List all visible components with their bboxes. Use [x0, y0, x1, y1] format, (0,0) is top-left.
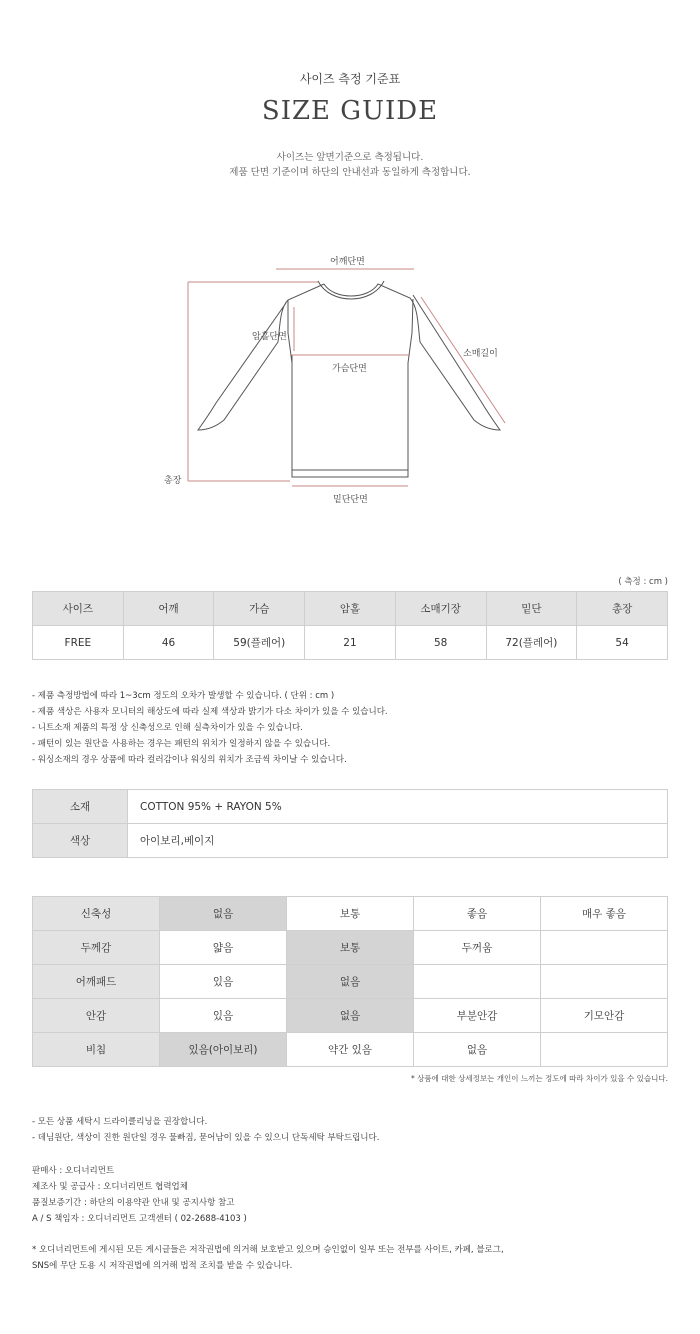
table-row	[33, 1033, 668, 1067]
table-row	[33, 931, 668, 965]
table-row	[33, 965, 668, 999]
property-table	[32, 896, 668, 1067]
description-line: 제품 단면 기준이며 하단의 안내선과 동일하게 측정합니다.	[229, 167, 471, 178]
size-table-header: 어깨	[123, 592, 214, 626]
property-cell: 보통	[287, 931, 414, 965]
size-cell: 46	[123, 626, 214, 660]
size-table-header: 총장	[577, 592, 668, 626]
table-row	[33, 626, 668, 660]
guide-description	[0, 150, 700, 180]
table-row	[33, 999, 668, 1033]
note-line: - 패턴이 있는 원단을 사용하는 경우는 패턴의 위치가 일정하지 않을 수 있습니다.	[32, 739, 331, 749]
size-cell: 54	[577, 626, 668, 660]
size-cell: 21	[305, 626, 396, 660]
color-value: 아이보리,베이지	[128, 824, 668, 858]
page-title: SIZE GUIDE	[261, 96, 439, 126]
property-cell: 약간 있음	[287, 1033, 414, 1067]
property-cell: 보통	[287, 897, 414, 931]
armhole-label: 암홀단면	[252, 332, 287, 342]
property-cell: 매우 좋음	[541, 897, 668, 931]
table-row	[33, 790, 668, 824]
size-table	[32, 591, 668, 660]
property-cell	[414, 965, 541, 999]
color-label: 색상	[33, 824, 128, 858]
size-cell: 58	[395, 626, 486, 660]
size-table-header: 가슴	[214, 592, 305, 626]
shoulder-label: 어깨단면	[330, 257, 365, 267]
fabric-label: 소재	[33, 790, 128, 824]
property-cell: 기모안감	[541, 999, 668, 1033]
size-table-header: 밑단	[486, 592, 577, 626]
size-diagram	[0, 245, 700, 515]
property-cell: 없음	[287, 999, 414, 1033]
length-label: 총장	[164, 476, 182, 486]
shirt-outline	[198, 281, 500, 477]
chest-label: 가슴단면	[332, 364, 367, 374]
table-row	[33, 897, 668, 931]
property-label: 어깨패드	[33, 965, 160, 999]
property-cell: 좋음	[414, 897, 541, 931]
measurement-notes	[32, 688, 388, 768]
note-line: - 제품 색상은 사용자 모니터의 해상도에 따라 실제 색상과 밝기가 다소 차이가 있을 수 있습니다.	[32, 707, 388, 717]
note-line: - 제품 측정방법에 따라 1~3cm 정도의 오차가 발생할 수 있습니다. ( 단위 : cm )	[32, 691, 335, 701]
company-info	[32, 1163, 247, 1227]
property-cell	[541, 965, 668, 999]
size-table-header: 암홀	[305, 592, 396, 626]
note-line: - 니트소재 제품의 특정 상 신축성으로 인해 실측차이가 있을 수 있습니다.	[32, 723, 303, 733]
description-line: 사이즈는 앞면기준으로 측정됩니다.	[276, 152, 424, 163]
material-table	[32, 789, 668, 858]
as-info: A / S 책임자 : 오디너리먼트 고객센터 ( 02-2688-4103 )	[32, 1214, 247, 1224]
property-label: 비침	[33, 1033, 160, 1067]
care-notes	[32, 1114, 379, 1146]
copyright-line: SNS에 무단 도용 시 저작권법에 의거해 법적 조치를 받을 수 있습니다.	[32, 1261, 293, 1271]
property-cell: 없음	[160, 897, 287, 931]
property-cell: 두꺼움	[414, 931, 541, 965]
property-cell: 부분안감	[414, 999, 541, 1033]
property-note: * 상품에 대한 상세정보는 개인이 느끼는 정도에 따라 차이가 있을 수 있습니다.	[411, 1074, 668, 1083]
property-cell: 없음	[287, 965, 414, 999]
size-cell: 72(플레어)	[486, 626, 577, 660]
size-table-header: 소매기장	[395, 592, 486, 626]
property-cell: 있음(아이보리)	[160, 1033, 287, 1067]
hem-label: 밑단단면	[333, 495, 368, 505]
seller-info: 판매사 : 오디너리먼트	[32, 1166, 115, 1176]
fabric-value: COTTON 95% + RAYON 5%	[128, 790, 668, 824]
size-cell: 59(플레어)	[214, 626, 305, 660]
guide-subtitle: 사이즈 측정 기준표	[299, 72, 401, 86]
property-cell	[541, 931, 668, 965]
warranty-info: 품질보증기간 : 하단의 이용약관 안내 및 공지사항 참고	[32, 1198, 235, 1208]
property-cell: 얇음	[160, 931, 287, 965]
property-label: 신축성	[33, 897, 160, 931]
copyright-notice	[32, 1242, 504, 1274]
table-row	[33, 824, 668, 858]
size-cell: FREE	[33, 626, 124, 660]
sleeve-label: 소매길이	[463, 349, 498, 359]
maker-info: 제조사 및 공급사 : 오디너리먼트 협력업체	[32, 1182, 188, 1192]
property-label: 두께감	[33, 931, 160, 965]
size-table-header-row	[33, 592, 668, 626]
copyright-line: * 오디너리먼트에 게시된 모든 게시글들은 저작권법에 의거해 보호받고 있으며 승인없이 일부 또는 전부를 사이트, 카페, 블로그,	[32, 1245, 504, 1255]
property-label: 안감	[33, 999, 160, 1033]
note-line: - 워싱소재의 경우 상품에 따라 컬러감이나 워싱의 위치가 조금씩 차이날 수 있습니다.	[32, 755, 347, 765]
property-cell: 없음	[414, 1033, 541, 1067]
property-cell	[541, 1033, 668, 1067]
measure-lines	[188, 269, 505, 486]
note-line: - 데님원단, 색상이 진한 원단일 경우 물빠짐, 묻어남이 있을 수 있으니 단독세탁 부탁드립니다.	[32, 1133, 380, 1143]
property-cell: 있음	[160, 999, 287, 1033]
note-line: - 모든 상품 세탁시 드라이클리닝을 권장합니다.	[32, 1117, 208, 1127]
unit-note: ( 측정 : cm )	[618, 577, 668, 587]
property-cell: 있음	[160, 965, 287, 999]
shirt-diagram-svg	[0, 245, 700, 515]
size-table-header: 사이즈	[33, 592, 124, 626]
